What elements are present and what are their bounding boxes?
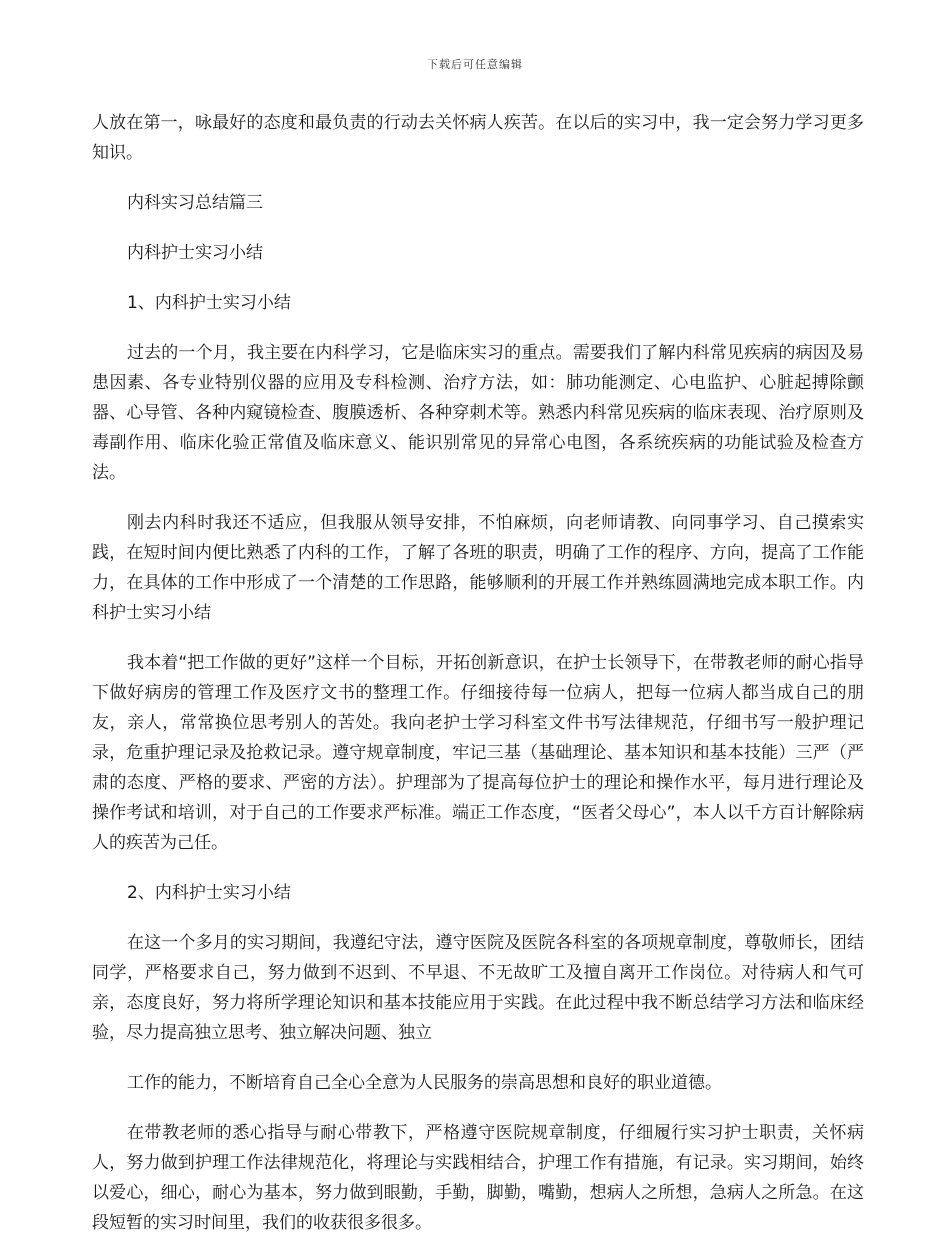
paragraph: 过去的一个月，我主要在内科学习，它是临床实习的重点。需要我们了解内科常见疾病的病因及易患因素、各专业特别仪器的应用及专科检测、治疗方法，如：肺功能测定、心电监护、心脏起搏除颤器、心导管、各种内窥镜检查、腹膜透析、各种穿刺术等。熟悉内科常见疾病的临床表现、治疗原则及毒副作用、临床化验正常值及临床意义、能识别常见的异常心电图，各系统疾病的功能试验及检查方法。 xyxy=(92,343,864,483)
paragraph: 工作的能力，不断培育自己全心全意为人民服务的崇高思想和良好的职业道德。 xyxy=(127,1073,722,1093)
document-body xyxy=(92,108,864,1258)
subsection-heading-1: 1、内科护士实习小结 xyxy=(127,293,291,313)
subsection-heading-2: 2、内科护士实习小结 xyxy=(127,883,291,903)
section-title: 内科实习总结篇三 xyxy=(127,193,263,213)
paragraph-continuation: 人放在第一，咏最好的态度和最负责的行动去关怀病人疾苦。在以后的实习中，我一定会努力学习更多知识。 xyxy=(92,113,864,163)
paragraph: 我本着“把工作做的更好”这样一个目标，开拓创新意识，在护士长领导下，在带教老师的耐心指导下做好病房的管理工作及医疗文书的整理工作。仔细接待每一位病人，把每一位病人都当成自己的朋友，亲人，常常换位思考别人的苦处。我向老护士学习科室文件书写法律规范，仔细书写一般护理记录，危重护理记录及抢救记录。遵守规章制度，牢记三基（基础理论、基本知识和基本技能）三严（严肃的态度、严格的要求、严密的方法）。护理部为了提高每位护士的理论和操作水平，每月进行理论及操作考试和培训，对于自己的工作要求严标准。端正工作态度，“医者父母心”，本人以千方百计解除病人的疾苦为己任。 xyxy=(92,653,864,853)
paragraph: 在这一个多月的实习期间，我遵纪守法，遵守医院及医院各科室的各项规章制度，尊敬师长，团结同学，严格要求自己，努力做到不迟到、不早退、不无故旷工及擅自离开工作岗位。对待病人和气可亲，态度良好，努力将所学理论知识和基本技能应用于实践。在此过程中我不断总结学习方法和临床经验，尽力提高独立思考、独立解决问题、独立 xyxy=(92,933,864,1043)
page-header: 下载后可任意编辑 xyxy=(427,58,523,71)
section-subtitle: 内科护士实习小结 xyxy=(127,243,263,263)
paragraph: 在带教老师的悉心指导与耐心带教下，严格遵守医院规章制度，仔细履行实习护士职责，关怀病人，努力做到护理工作法律规范化，将理论与实践相结合，护理工作有措施，有记录。实习期间，始终以爱心，细心，耐心为基本，努力做到眼勤，手勤，脚勤，嘴勤，想病人之所想，急病人之所急。在这段短暂的实习时间里，我们的收获很多很多。 xyxy=(92,1123,864,1233)
paragraph: 刚去内科时我还不适应，但我服从领导安排，不怕麻烦，向老师请教、向同事学习、自己摸索实践，在短时间内便比熟悉了内科的工作，了解了各班的职责，明确了工作的程序、方向，提高了工作能力，在具体的工作中形成了一个清楚的工作思路，能够顺利的开展工作并熟练圆满地完成本职工作。内科护士实习小结 xyxy=(92,513,864,623)
